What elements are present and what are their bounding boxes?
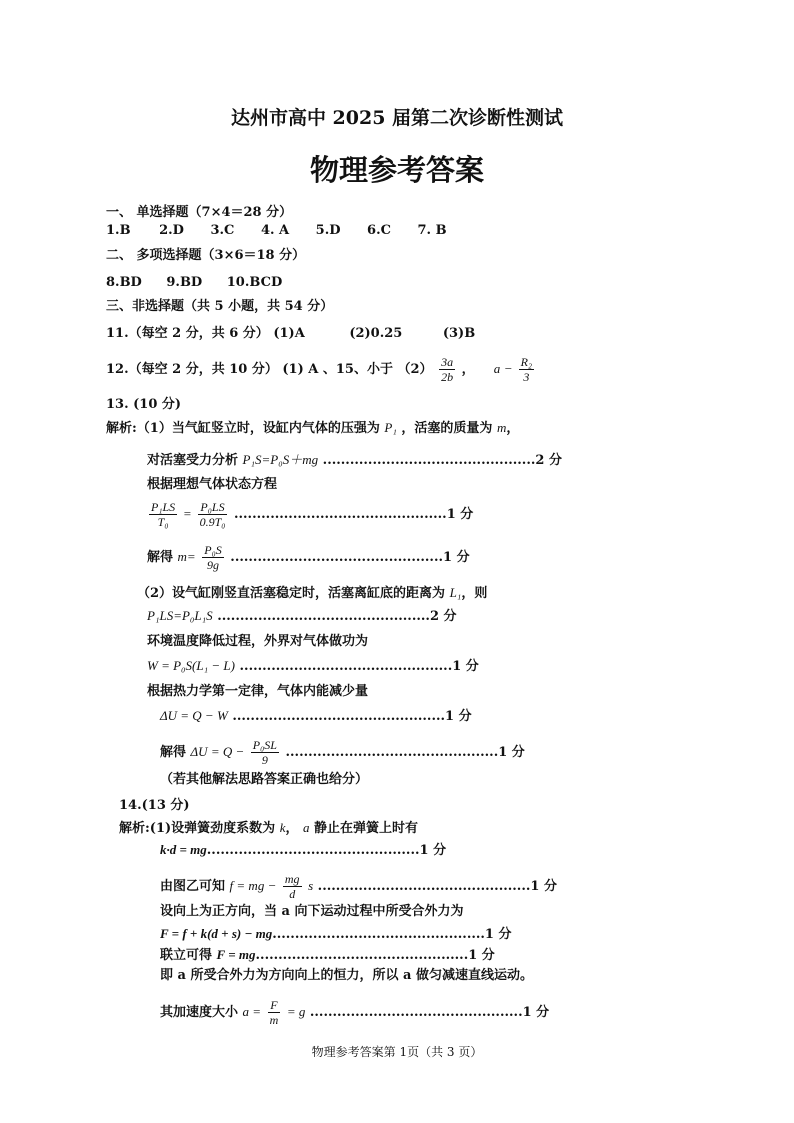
q11-answer-3: (3)B [442,326,476,341]
q14-eq3-expr: F = mg [216,947,256,962]
q12-frac2-num: R₂ [520,355,533,369]
q13-gas-frac1-den: T₀ [157,515,169,529]
q13-gas-frac1-num: P₁LS [151,500,176,514]
q14-eq3-label: 联立可得 [160,948,213,963]
q13-intro-end: ， [506,421,520,436]
q13-thermo-dots: ............................................... [232,709,446,724]
q13-work [147,658,479,675]
q14-graph-label: 由图乙可知 [160,879,226,894]
answer-9: 9.BD [166,275,203,290]
q11-answer-1: (1)A [273,326,305,341]
q14-eq1-dots: ............................................... [206,843,420,858]
section3-heading: 三、非选择题（共 5 小题，共 54 分） [106,299,334,314]
q12-comma: ， [461,362,475,377]
q13-boyle [147,608,457,625]
q14-graph-eq-left: f = mg − [229,878,277,893]
q13-thermo-label: 根据热力学第一定律，气体内能减少量 [147,684,369,699]
q13-force-eq: P₁S=P₀S＋mg [242,452,319,467]
q12-text: (1) A 、15、小于 （2） [282,362,433,377]
q14-graph-den: d [289,887,296,901]
q13-intro-mid: ，活塞的质量为 [401,421,493,436]
q13-force [147,452,562,469]
q14-eq2 [160,926,512,943]
section2-answers [106,275,282,291]
q13-work-score: 1 分 [452,659,479,674]
q13-gas-frac1 [149,500,177,529]
q14-conclusion: 即 a 所受合外力为方向向上的恒力，所以 a 做匀减速直线运动。 [160,968,533,983]
q14-label: 14.(13 分) [119,798,190,813]
q13-intro-m: m [496,420,507,435]
q13-force-dots: ............................................... [322,453,536,468]
q14-graph-eq-right: s [308,878,314,893]
q13-boyle-score: 2 分 [429,609,457,624]
q13-final-den: 9 [261,753,268,767]
answer-6: 6.C [367,223,391,238]
q13-label: 13. (10 分) [106,397,182,412]
q13-final-score: 1 分 [498,745,525,760]
q13-boyle-dots: ............................................... [217,609,430,624]
q13-solve-label: 解得 [147,550,174,565]
q13-solve [147,543,470,572]
q12-frac-num: 3a [441,355,454,369]
q13-thermo [160,708,472,725]
q14-intro-mid: ， [285,821,299,836]
q14-intro-a: a [303,820,310,835]
q13-final-num: P₀SL [252,738,277,752]
q13-thermo-eq: ΔU = Q − W [160,708,228,723]
q14-eq3-dots: ............................................... [255,948,469,963]
q13-work-eq: W = P₀S(L₁ − L) [147,658,235,673]
q14-accel-eq-right: = g [286,1004,306,1019]
q14-eq3-score: 1 分 [468,948,495,963]
answer-10: 10.BCD [226,275,283,290]
q11-line [106,326,475,342]
q14-eq2-score: 1 分 [484,927,512,942]
q13-solve-den: 9g [207,558,219,572]
q14-eq2-dots: ............................................... [272,927,485,942]
q13-final [160,738,525,767]
q13-gas-law-label: 根据理想气体状态方程 [147,477,278,492]
q13-final-label: 解得 [160,745,187,760]
answer-7: 7. B [417,223,447,238]
q12-frac2-den: 3 [523,370,530,384]
q13-intro-lead: 解析:（1）当气缸竖立时，设缸内气体的压强为 [106,421,380,436]
q13-boyle-eq: P₁LS=P₀L₁S [147,608,213,623]
q14-accel-dots: ............................................... [309,1005,523,1020]
answer-4: 4. A [260,223,290,238]
q13-force-score: 2 分 [535,453,562,468]
q13-part2 [137,585,487,602]
q13-intro [106,420,519,437]
q12-expr-a: a [493,361,501,376]
q11-label: 11.（每空 2 分，共 6 分） [106,326,269,341]
q14-eq1-score: 1 分 [419,843,447,858]
page-footer: 物理参考答案第 1页（共 3 页） [311,1045,483,1059]
q13-gas-frac2 [198,500,228,529]
q14-accel-den: m [269,1013,279,1027]
q14-accel-num: F [268,998,281,1013]
q13-force-label: 对活塞受力分析 [147,453,239,468]
q14-eq3 [160,947,495,964]
answer-5: 5.D [315,223,341,238]
q13-final-dots: ............................................... [285,745,499,760]
q13-work-label: 环境温度降低过程，外界对气体做功为 [147,634,369,649]
q12-expr-minus: − [504,361,513,376]
q13-part2-end: ，则 [461,586,488,601]
q13-gas-eq: = [183,506,192,521]
document-title: 达州市高中 2025 届第二次诊断性测试 [230,107,564,129]
q13-work-dots: ............................................... [239,659,453,674]
q13-gas-dots: ............................................... [233,507,447,522]
q13-gas-frac2-den: 0.9T₀ [199,515,226,529]
q11-answer-2: (2)0.25 [349,326,403,341]
q14-graph-score: 1 分 [530,879,557,894]
q12-line [106,355,536,384]
q14-eq2-expr: F = f + k(d + s) − mg [160,926,273,941]
q14-accel-eq: a = [242,1004,262,1019]
q13-final-frac [251,738,279,767]
q14-intro-k: k [279,820,286,835]
q14-graph [160,872,557,901]
q13-thermo-score: 1 分 [445,709,472,724]
q13-intro-p1: P₁ [384,420,397,435]
q13-gas-law [147,500,473,529]
q14-graph-num: mg [284,872,300,886]
q14-graph-dots: ............................................... [317,879,531,894]
q14-eq1 [160,842,446,859]
q12-fraction-2 [519,355,535,384]
q12-frac-den: 2b [441,370,454,384]
document-subtitle: 物理参考答案 [309,153,484,187]
q12-fraction [439,355,455,384]
answer-1: 1.B [106,223,131,238]
q13-final-eq: ΔU = Q − [190,744,245,759]
answer-3: 3.C [210,223,235,238]
answer-2: 2.D [159,223,184,238]
q13-part2-l1: L₁ [449,585,462,600]
section1-answers [106,223,447,239]
q14-graph-frac [283,872,302,901]
answer-8: 8.BD [106,275,142,290]
q13-gas-score: 1 分 [446,507,474,522]
q13-solve-score: 1 分 [443,550,470,565]
q14-accel-label: 其加速度大小 [160,1005,239,1020]
q14-accel-frac [268,998,281,1027]
q13-solve-dots: ............................................... [230,550,444,565]
q13-solve-frac [202,543,224,572]
q14-intro-lead: 解析:(1)设弹簧劲度系数为 [119,821,276,836]
q14-intro-end: 静止在弹簧上时有 [314,821,419,836]
q14-accel-score: 1 分 [522,1005,550,1020]
q14-accel [160,998,549,1027]
q13-solve-num: P₀S [204,543,222,557]
q14-intro [119,820,418,837]
q14-eq1-expr: k·d = mg [160,842,207,857]
q14-direction: 设向上为正方向，当 a 向下运动过程中所受合外力为 [160,904,464,919]
q13-gas-frac2-num: P₀LS [198,500,228,515]
section2-heading: 二、 多项选择题（3×6＝18 分） [106,248,306,263]
q13-note: （若其他解法思路答案正确也给分） [160,772,369,787]
section1-heading: 一、 单选择题（7×4＝28 分） [106,205,293,220]
q13-solve-m: m= [177,549,196,564]
q13-part2-intro: （2）设气缸刚竖直活塞稳定时，活塞离缸底的距离为 [137,586,446,601]
q12-label: 12.（每空 2 分，共 10 分） [106,362,278,377]
